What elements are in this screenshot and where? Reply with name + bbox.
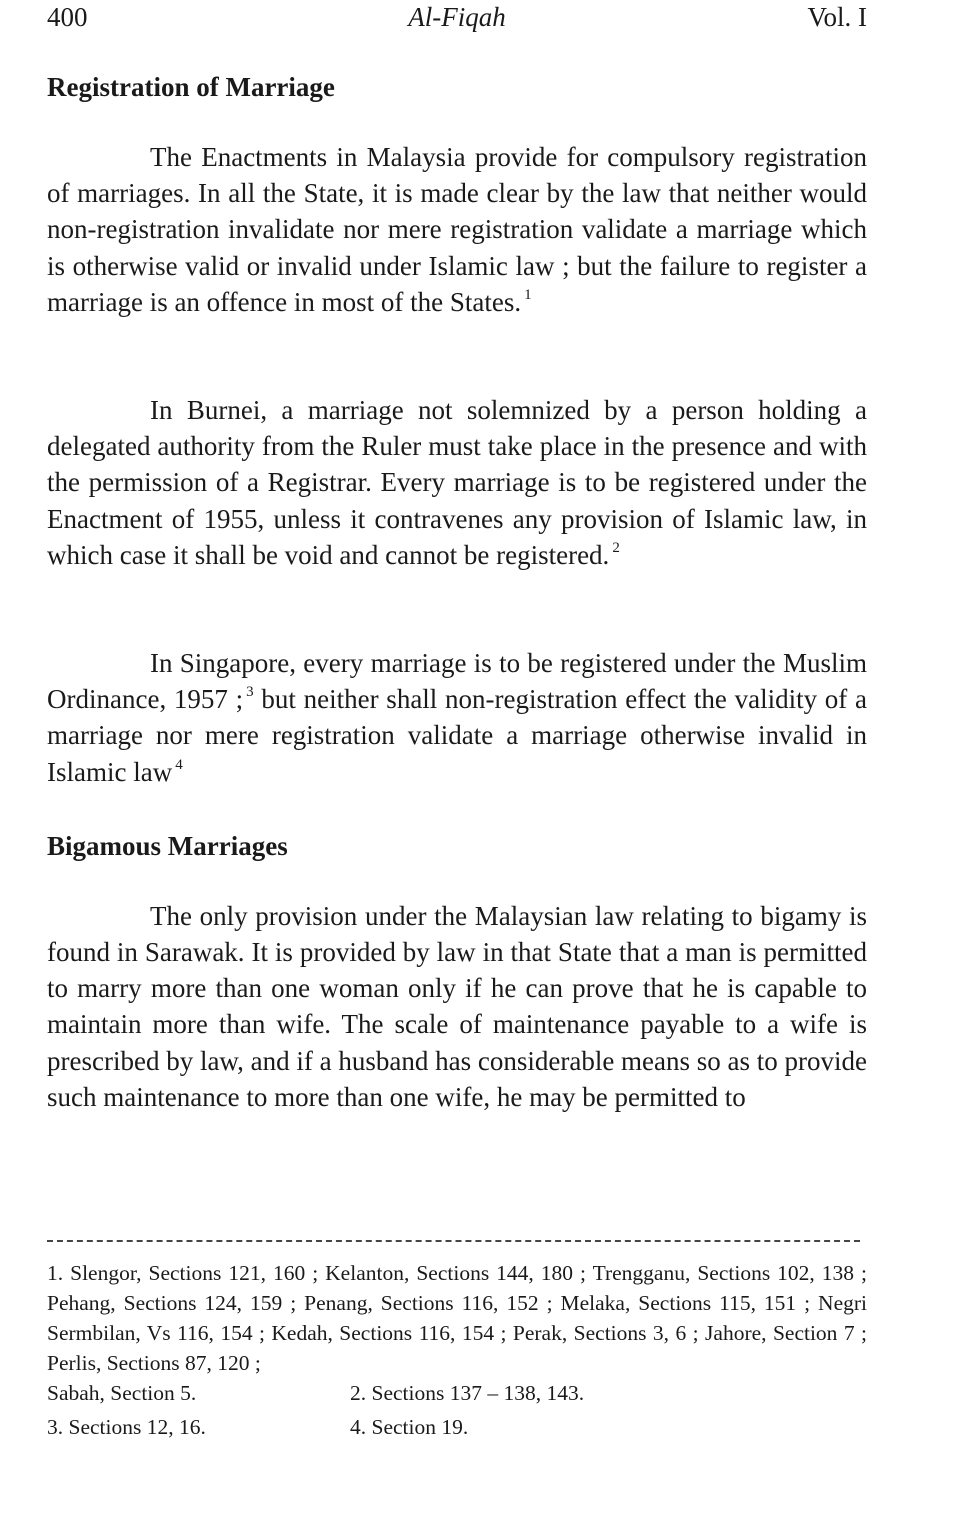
paragraph-text: In Burnei, a marriage not solemnized by a person holding a delegated authority from the Ruler must take place in the presence and with the permission of a Registrar. Every marriage is to be registered under the Enactment of 1955, unless it contravenes any provision of Islamic law, in which case it shall be void and cannot be registered. xyxy=(47,395,867,570)
footnote-divider xyxy=(47,1240,860,1242)
heading-registration: Registration of Marriage xyxy=(47,72,335,102)
footnote-4: 4. Section 19. xyxy=(350,1415,469,1439)
footnotes xyxy=(47,1258,867,1442)
footnote-ref-4: 4 xyxy=(175,756,183,773)
paragraph-text: In Singapore, every marriage is to be registered under the Muslim Ordinance, 1957 ; xyxy=(47,648,867,715)
paragraph-bigamous: The only provision under the Malaysian law relating to bigamy is found in Sarawak. It is provided by law in that State that a man is permitted to marry more than one woman only if he can prove that he is capable to maintain more than wife. The scale of maintenance payable to a wife is prescribed by law, and if a husband has considerable means so as to provide such maintenance to more than one wife, he may be permitted to xyxy=(47,900,868,1112)
paragraph-text: The Enactments in Malaysia provide for compulsory registration of marriages. In all the State, it is made clear by the law that neither would non-registration invalidate nor mere registration validate a marriage which is otherwise valid or invalid under Islamic law ; but the failure to register a marriage is an offence in most of the States. xyxy=(47,142,867,317)
paragraph-text: but neither shall non-registration effect the validity of a marriage nor mere registration validate a marriage otherwise invalid in Islamic law xyxy=(47,684,868,787)
footnote-1: 1. Slengor, Sections 121, 160 ; Kelanton, Sections 144, 180 ; Trengganu, Sections 102, 138 ; Pehang, Sections 124, 159 ; Penang, Sections 116, 152 ; Melaka, Sections 115, 151 ; Negri Sermbilan, Vs 116, 154 ; Kedah, Sections 116, 154 ; Perak, Sections 3, 6 ; Jahore, Section 7 ; Perlis, Sections 87, 120 ; xyxy=(47,1261,867,1375)
page xyxy=(47,0,867,1115)
footnote-ref-1: 1 xyxy=(524,286,532,303)
paragraph-registration-singapore xyxy=(47,645,867,790)
footnote-row xyxy=(47,1378,867,1408)
volume-label: Vol. I xyxy=(807,2,867,32)
footnote-1-tail: Sabah, Section 5. xyxy=(47,1381,197,1405)
running-head xyxy=(47,0,867,40)
footnote-row xyxy=(47,1412,867,1442)
footnote-ref-2: 2 xyxy=(612,539,620,556)
book-title: Al-Fiqah xyxy=(408,2,506,32)
paragraph-registration-burnei xyxy=(47,392,867,573)
footnote-3: 3. Sections 12, 16. xyxy=(47,1415,206,1439)
heading-bigamous: Bigamous Marriages xyxy=(47,830,288,861)
footnote-2: 2. Sections 137 – 138, 143. xyxy=(350,1381,585,1405)
paragraph-registration-malaysia xyxy=(47,139,867,320)
page-number: 400 xyxy=(47,2,88,32)
footnote-ref-3: 3 xyxy=(246,684,254,701)
